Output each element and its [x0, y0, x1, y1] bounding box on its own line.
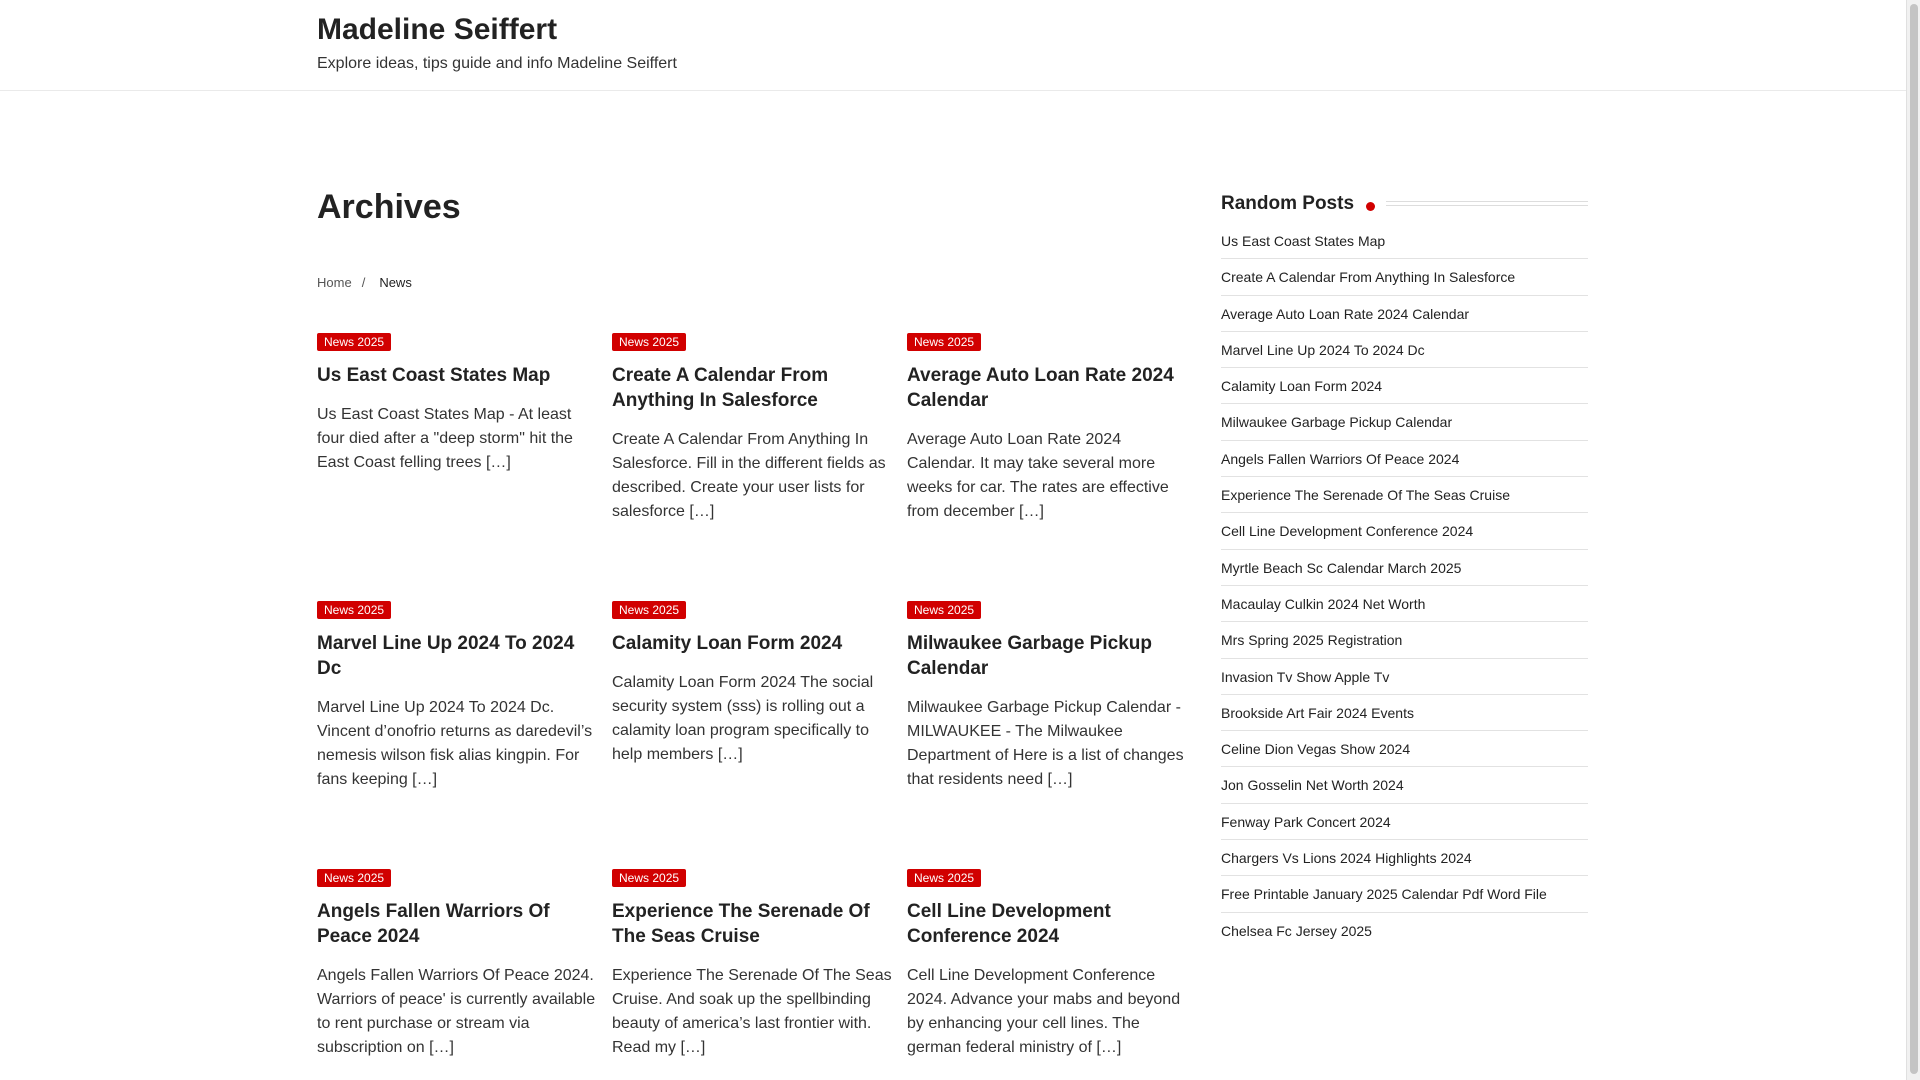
post-title[interactable]: Calamity Loan Form 2024 — [612, 633, 843, 654]
site-description: Explore ideas, tips guide and info Madeline Seiffert — [317, 55, 677, 72]
post-excerpt: Average Auto Loan Rate 2024 Calendar. It may take several more weeks for car. The rates are effective from december […] — [907, 431, 1169, 520]
post-title[interactable]: Marvel Line Up 2024 To 2024 Dc — [317, 633, 575, 679]
random-post-link[interactable]: Fenway Park Concert 2024 — [1221, 804, 1588, 840]
category-badge[interactable]: News 2025 — [907, 333, 981, 351]
random-post-link[interactable]: Macaulay Culkin 2024 Net Worth — [1221, 586, 1588, 622]
header-divider — [0, 90, 1906, 91]
post-card — [612, 869, 894, 1060]
site-header — [0, 0, 1906, 91]
random-post-link[interactable]: Chelsea Fc Jersey 2025 — [1221, 922, 1372, 939]
accent-dot-icon — [1366, 202, 1375, 211]
post-excerpt: Milwaukee Garbage Pickup Calendar - MILWAUKEE - The Milwaukee Department of Here is a list of changes that residents need […] — [907, 699, 1184, 788]
post-excerpt: Cell Line Development Conference 2024. Advance your mabs and beyond by enhancing your cell lines. The german federal ministry of […] — [907, 967, 1181, 1056]
random-post-link[interactable]: Average Auto Loan Rate 2024 Calendar — [1221, 296, 1588, 332]
random-post-link[interactable]: Calamity Loan Form 2024 — [1221, 368, 1588, 404]
random-post-link[interactable]: Free Printable January 2025 Calendar Pdf Word File — [1221, 876, 1588, 912]
random-post-link[interactable]: Celine Dion Vegas Show 2024 — [1221, 731, 1588, 767]
post-title[interactable]: Cell Line Development Conference 2024 — [907, 901, 1111, 947]
random-post-link[interactable]: Cell Line Development Conference 2024 — [1221, 513, 1588, 549]
post-excerpt: Angels Fallen Warriors Of Peace 2024. Warriors of peace' is currently available to rent purchase or stream via subscription on […] — [317, 967, 596, 1056]
post-card — [317, 869, 599, 1060]
category-badge[interactable]: News 2025 — [612, 333, 686, 351]
breadcrumb-home-link[interactable]: Home — [317, 275, 352, 290]
post-title[interactable]: Us East Coast States Map — [317, 365, 551, 386]
random-post-link[interactable]: Invasion Tv Show Apple Tv — [1221, 659, 1588, 695]
post-excerpt: Marvel Line Up 2024 To 2024 Dc. Vincent d’onofrio returns as daredevil’s nemesis wilson fisk alias kingpin. For fans keeping […] — [317, 699, 593, 788]
post-title[interactable]: Create A Calendar From Anything In Salesforce — [612, 365, 829, 411]
random-post-link[interactable]: Mrs Spring 2025 Registration — [1221, 622, 1588, 658]
post-excerpt: Experience The Serenade Of The Seas Cruise. And soak up the spellbinding beauty of america’s last frontier with. Read my […] — [612, 967, 892, 1056]
category-badge[interactable]: News 2025 — [317, 333, 391, 351]
scrollbar-thumb[interactable] — [1910, 4, 1918, 1074]
post-card — [907, 601, 1189, 792]
random-post-link[interactable]: Us East Coast States Map — [1221, 223, 1588, 259]
random-post-link[interactable]: Jon Gosselin Net Worth 2024 — [1221, 767, 1588, 803]
random-post-link[interactable]: Angels Fallen Warriors Of Peace 2024 — [1221, 441, 1588, 477]
post-excerpt: Calamity Loan Form 2024 The social security system (sss) is rolling out a calamity loan program specifically to help members […] — [612, 674, 874, 763]
breadcrumb — [317, 275, 412, 290]
breadcrumb-current: News — [379, 275, 412, 290]
post-excerpt: Create A Calendar From Anything In Salesforce. Fill in the different fields as described. Create your user lists for salesforce […] — [612, 431, 886, 520]
random-posts-header — [1221, 190, 1588, 220]
post-card — [612, 333, 894, 524]
random-posts-list — [1221, 223, 1588, 949]
random-post-link[interactable]: Brookside Art Fair 2024 Events — [1221, 695, 1588, 731]
post-excerpt: Us East Coast States Map - At least four died after a "deep storm" hit the East Coast felling trees […] — [317, 406, 573, 471]
post-card — [907, 333, 1189, 524]
post-title[interactable]: Average Auto Loan Rate 2024 Calendar — [907, 365, 1174, 411]
random-post-link[interactable]: Create A Calendar From Anything In Salesforce — [1221, 259, 1588, 295]
breadcrumb-separator: / — [361, 275, 366, 290]
random-post-link[interactable]: Experience The Serenade Of The Seas Cruise — [1221, 477, 1588, 513]
post-title[interactable]: Experience The Serenade Of The Seas Cruise — [612, 901, 870, 947]
category-badge[interactable]: News 2025 — [907, 601, 981, 619]
category-badge[interactable]: News 2025 — [612, 601, 686, 619]
category-badge[interactable]: News 2025 — [612, 869, 686, 887]
category-badge[interactable]: News 2025 — [317, 869, 391, 887]
post-title[interactable]: Milwaukee Garbage Pickup Calendar — [907, 633, 1152, 679]
category-badge[interactable]: News 2025 — [907, 869, 981, 887]
post-card — [317, 601, 599, 792]
post-card — [907, 869, 1189, 1060]
post-title[interactable]: Angels Fallen Warriors Of Peace 2024 — [317, 901, 550, 947]
site-title[interactable]: Madeline Seiffert — [317, 13, 558, 46]
page-scrollbar[interactable] — [1906, 0, 1920, 1080]
post-card — [317, 333, 599, 475]
random-post-link[interactable]: Chargers Vs Lions 2024 Highlights 2024 — [1221, 840, 1588, 876]
random-post-link[interactable]: Myrtle Beach Sc Calendar March 2025 — [1221, 550, 1588, 586]
random-post-link[interactable]: Milwaukee Garbage Pickup Calendar — [1221, 404, 1588, 440]
sidebar — [1221, 190, 1588, 949]
category-badge[interactable]: News 2025 — [317, 601, 391, 619]
random-post-link[interactable]: Marvel Line Up 2024 To 2024 Dc — [1221, 332, 1588, 368]
widget-title-rule — [1386, 201, 1588, 206]
random-posts-title: Random Posts — [1221, 193, 1355, 214]
page-title: Archives — [317, 188, 461, 226]
post-card — [612, 601, 894, 767]
